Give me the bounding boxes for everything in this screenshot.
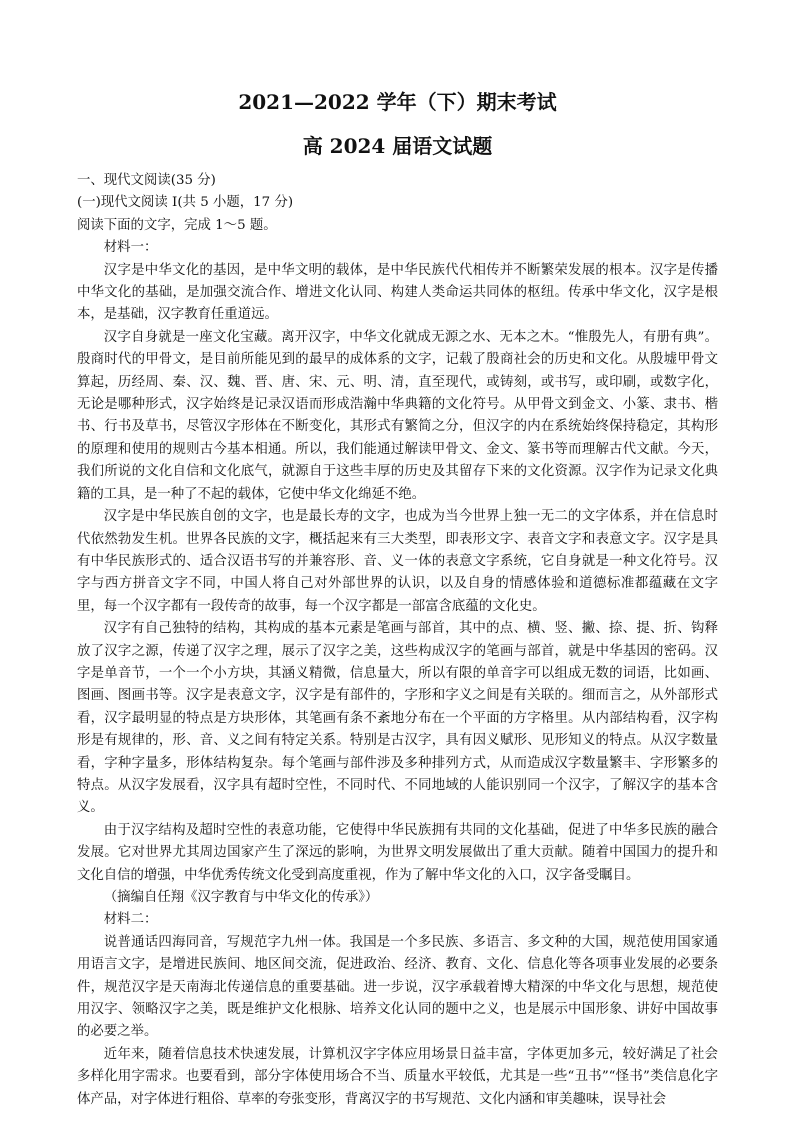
material-one-paragraph: 汉字是中华民族自创的文字，也是最长寿的文字，也成为当今世界上独一无二的文字体系，并在信息时代依然勃发生机。世界各民族的文字，概括起来有三大类型，即表形文字、表音文字和表意文字。汉字是具有中华民族形式的、适合汉语书写的并兼容形、音、义一体的表意文字系统，它自身就是一种文化符号。汉字与西方拼音文字不同，中国人将自己对外部世界的认识，以及自身的情感体验和道德标准都蕴藏在文字里，每一个汉字都有一段传奇的故事，每一个汉字都是一部富含底蕴的文化史。 <box>77 509 718 614</box>
material-one-paragraph: 汉字是中华文化的基因，是中华文明的载体，是中华民族代代相传并不断繁荣发展的根本。汉字是传播中华文化的基础，是加强交流合作、增进文化认同、构建人类命运共同体的枢纽。传承中华文化，汉字是根本，是基础，汉字教育任重道远。 <box>77 262 718 323</box>
page-title: 2021—2022 学年（下）期末考试 <box>238 90 557 114</box>
material-two-label: 材料二： <box>103 912 158 928</box>
material-one-paragraph: 汉字自身就是一座文化宝藏。离开汉字，中华文化就成无源之水、无本之木。“惟殷先人，有册有典”。殷商时代的甲骨文，是目前所能见到的最早的成体系的文字，记载了殷商社会的历史和文化。从殷墟甲骨文算起，历经周、秦、汉、魏、晋、唐、宋、元、明、清，直至现代，或铸刻，或书写，或印刷，或数字化，无论是哪种形式，汉字始终是记录汉语而形成浩瀚中华典籍的文化符号。从甲骨文到金文、小篆、隶书、楷书、行书及草书，尽管汉字形体在不断变化，其形式有繁简之分，但汉字的内在系统始终保持稳定，其构形的原理和使用的规则古今基本相通。所以，我们能通过解读甲骨文、金文、篆书等而理解古代文献。今天，我们所说的文化自信和文化底气，就源自于这些丰厚的历史及其留存下来的文化资源。汉字作为记录文化典籍的工具，是一种了不起的载体，它使中华文化绵延不绝。 <box>77 329 718 502</box>
reading-instruction: 阅读下面的文字，完成 1～5 题。 <box>77 217 277 233</box>
material-two-paragraph: 近年来，随着信息技术快速发展，计算机汉字字体应用场景日益丰富，字体更加多元，较好满足了社会多样化用字需求。也要看到，部分字体使用场合不当、质量水平较低，尤其是一些“丑书”“怪书”类信息化字体产品，对字体进行粗俗、草率的夸张变形，背离汉字的书写规范、文化内涵和审美趣味，误导社会 <box>77 1046 718 1107</box>
section-heading: 一、现代文阅读(35 分) <box>77 173 216 188</box>
material-one-paragraph: 汉字有自己独特的结构，其构成的基本元素是笔画与部首，其中的点、横、竖、撇、捺、提、折、钩释放了汉字之源，传递了汉字之理，展示了汉字之美，这些构成汉字的笔画与部首，就是中华基因的密码。汉字是单音节，一个一个小方块，其涵义精微，信息量大，所以有限的单音字可以组成无数的词语，比如画、图画、图画书等。汉字是表意文字，汉字是有部件的，字形和字义之间是有关联的。细而言之，从外部形式看，汉字最明显的特点是方块形体，其笔画有条不紊地分布在一个平面的方字格里。从内部结构看，汉字构形是有规律的，形、音、义之间有特定关系。特别是古汉字，具有因义赋形、见形知义的特点。从汉字数量看，字种字量多，形体结构复杂。每个笔画与部件涉及多种排列方式，从而造成汉字数量繁丰、字形繁多的特点。从汉字发展看，汉字具有超时空性，不同时代、不同地域的人能识别同一个汉字，了解汉字的基本含义。 <box>77 621 718 816</box>
material-one-label: 材料一： <box>103 240 158 256</box>
material-one-paragraph: 由于汉字结构及超时空性的表意功能，它使得中华民族拥有共同的文化基础，促进了中华多民族的融合发展。它对世界尤其周边国家产生了深远的影响，为世界文明发展做出了重大贡献。随着中国国力的提升和文化自信的增强，中华优秀传统文化受到高度重视，作为了解中华文化的入口，汉字备受瞩目。 <box>77 822 718 883</box>
page-subtitle: 高 2024 届语文试题 <box>302 134 493 158</box>
material-two-paragraph: 说普通话四海同音，写规范字九州一体。我国是一个多民族、多语言、多文种的大国，规范使用国家通用语言文字，是增进民族间、地区间交流，促进政治、经济、教育、文化、信息化等各项事业发展的必要条件，规范汉字是天南海北传递信息的重要基础。进一步说，汉字承载着博大精深的中华文化与思想，规范使用汉字、领略汉字之美，既是维护文化根脉、培养文化认同的题中之义，也是展示中国形象、讲好中国故事的必要之举。 <box>77 934 718 1040</box>
material-one-source: （摘编自任翔《汉字教育与中华文化的传承》） <box>103 890 379 905</box>
sub-section-heading: (一)现代文阅读 I(共 5 小题，17 分) <box>77 195 294 211</box>
